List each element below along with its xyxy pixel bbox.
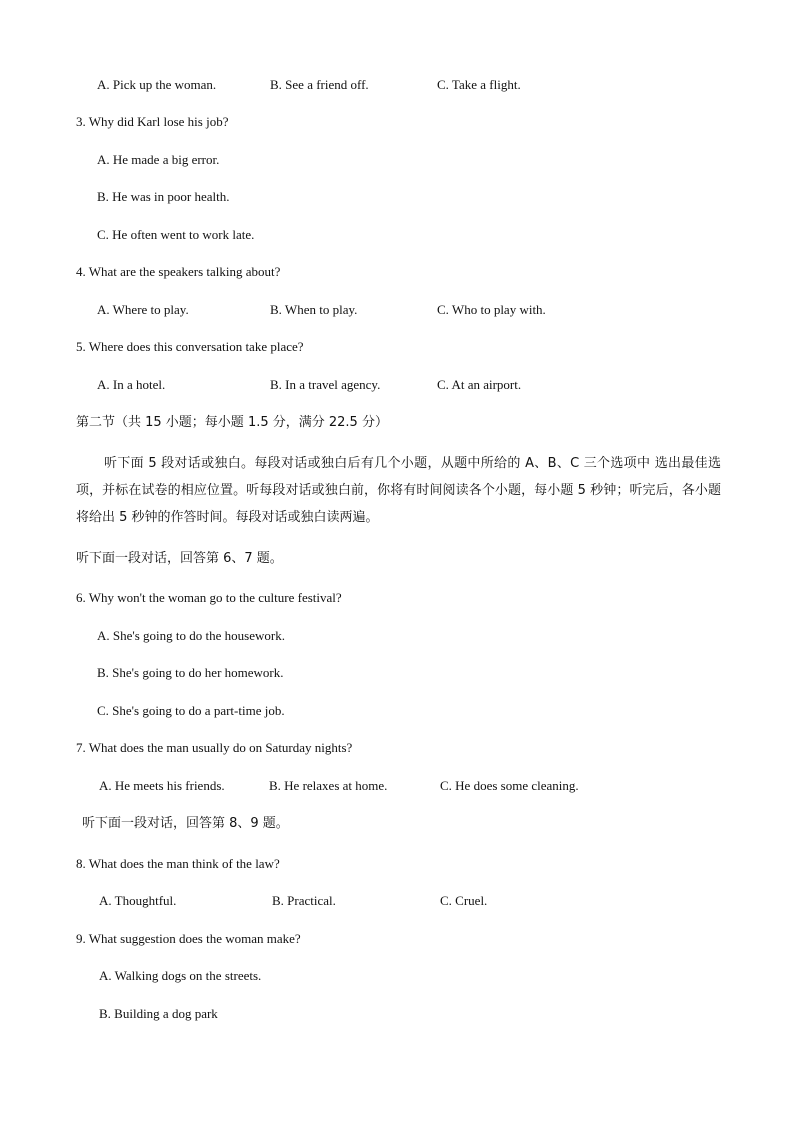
q8-options [99,893,659,909]
q3-option-c[interactable]: C. He often went to work late. [97,227,255,242]
q8-question: 8. What does the man think of the law? [76,856,280,871]
q7-option-a[interactable]: A. He meets his friends. [99,778,225,793]
dialogue2-intro: 听下面一段对话，回答第 8、9 题。 [82,816,289,831]
q8-option-b[interactable]: B. Practical. [272,893,336,908]
q4-option-b[interactable]: B. When to play. [270,302,358,317]
dialogue1-intro: 听下面一段对话，回答第 6、7 题。 [76,551,283,566]
q7-options [99,778,659,794]
q2-option-b[interactable]: B. See a friend off. [270,77,369,92]
q7-option-c[interactable]: C. He does some cleaning. [440,778,579,793]
section2-instructions: 听下面 5 段对话或独白。每段对话或独白后有几个小题，从题中所给的 A、B、C 三个选项中 选出最佳选项，并标在试卷的相应位置。听每段对话或独白前，你将有时间阅读各个小题，每小题 5 秒钟；听完后，各小题将给出 5 秒钟的作答时间。每段对话或独白读两遍。 [76,456,721,525]
q6-option-b[interactable]: B. She's going to do her homework. [97,665,284,680]
q5-question: 5. Where does this conversation take place? [76,339,304,354]
section2-heading: 第二节（共 15 小题；每小题 1.5 分，满分 22.5 分） [76,415,388,430]
q4-option-a[interactable]: A. Where to play. [97,302,189,317]
q3-question: 3. Why did Karl lose his job? [76,114,229,129]
q9-option-a[interactable]: A. Walking dogs on the streets. [99,968,262,983]
q3-option-b[interactable]: B. He was in poor health. [97,189,230,204]
q8-option-a[interactable]: A. Thoughtful. [99,893,177,908]
q9-option-b[interactable]: B. Building a dog park [99,1006,218,1021]
q7-option-b[interactable]: B. He relaxes at home. [269,778,388,793]
q2-option-c[interactable]: C. Take a flight. [437,77,521,92]
q2-options [97,77,657,93]
q3-option-a[interactable]: A. He made a big error. [97,152,220,167]
q5-option-a[interactable]: A. In a hotel. [97,377,166,392]
q2-option-a[interactable]: A. Pick up the woman. [97,77,217,92]
q5-option-c[interactable]: C. At an airport. [437,377,522,392]
q4-question: 4. What are the speakers talking about? [76,264,281,279]
q5-option-b[interactable]: B. In a travel agency. [270,377,381,392]
q9-question: 9. What suggestion does the woman make? [76,931,301,946]
q4-option-c[interactable]: C. Who to play with. [437,302,546,317]
q6-question: 6. Why won't the woman go to the culture festival? [76,590,342,605]
q4-options [97,302,657,318]
q8-option-c[interactable]: C. Cruel. [440,893,488,908]
q5-options [97,377,657,393]
q6-option-c[interactable]: C. She's going to do a part-time job. [97,703,285,718]
q7-question: 7. What does the man usually do on Saturday nights? [76,740,353,755]
q6-option-a[interactable]: A. She's going to do the housework. [97,628,285,643]
